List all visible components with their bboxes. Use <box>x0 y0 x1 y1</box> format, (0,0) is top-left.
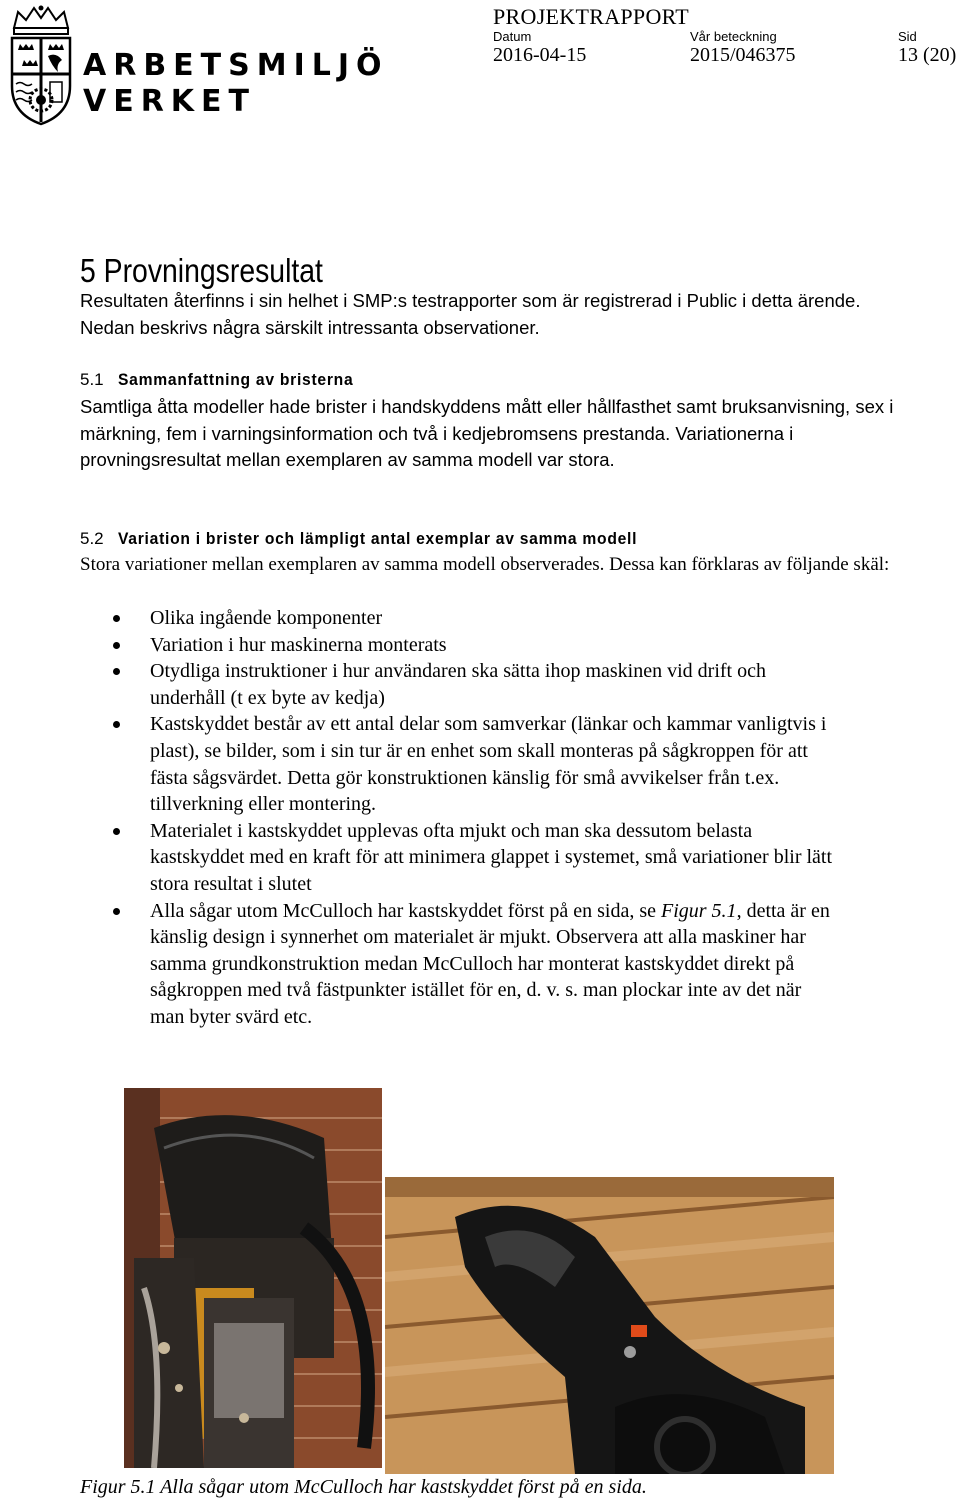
page-label: Sid <box>898 29 917 44</box>
document-type: PROJEKTRAPPORT <box>493 4 690 29</box>
section-5-2-title: Variation i brister och lämpligt antal exemplar av samma modell <box>117 529 637 548</box>
date-value: 2016-04-15 <box>493 44 587 66</box>
section-5-1-number: 5.1 <box>80 370 104 389</box>
logo-wordmark-line2: VERKET <box>83 84 257 119</box>
figure-reference: Figur 5.1 <box>661 899 737 922</box>
chainsaw-photo-left <box>124 1088 382 1468</box>
bullet-icon <box>113 668 120 675</box>
figure-caption: Figur 5.1 Alla sågar utom McCulloch har kastskyddet först på en sida. <box>80 1476 647 1498</box>
list-item: Materialet i kastskyddet upplevas ofta mjukt och man ska dessutom belasta kastskyddet med en kraft för att minimera glappet i systemet, små variationer blir lätt stora resultat i slutet <box>80 818 840 898</box>
section-5-2-heading <box>80 529 682 549</box>
list-item: Otydliga instruktioner i hur användaren ska sätta ihop maskinen vid drift och underhåll (t ex byte av kedja) <box>80 658 840 711</box>
section-5-1-title: Sammanfattning av bristerna <box>117 370 354 389</box>
list-item: Alla sågar utom McCulloch har kastskyddet först på en sida, se Figur 5.1, detta är en känslig design i synnerhet om materialet är mjukt. Observera att alla maskiner har samma grundkonstruktion medan McCulloch har monterat kastskyddet direkt på sågkroppen med två fästpunkter istället för en, d. v. s. man plockar inte av det när man byter svärd etc. <box>80 898 840 1031</box>
date-label: Datum <box>493 29 532 44</box>
list-item: Olika ingående komponenter <box>80 605 840 632</box>
coat-of-arms-logo <box>4 4 78 126</box>
list-item: Kastskyddet består av ett antal delar som samverkar (länkar och kammar vanligtvis i plast), se bilder, som i sin tur är en enhet som skall monteras på sågkroppen för att fästa sågsvärdet. Detta gör konstruktionen känslig för små avvikelser från t.ex. tillverkning eller montering. <box>80 711 840 817</box>
reference-value: 2015/046375 <box>690 44 796 66</box>
page-number: 13 (20) <box>898 44 957 66</box>
list-item: Variation i hur maskinerna monterats <box>80 632 840 659</box>
bullet-icon <box>113 721 120 728</box>
section-5-2-number: 5.2 <box>80 529 104 548</box>
section-5-2-text: Stora variationer mellan exemplaren av samma modell observerades. Dessa kan förklaras av följande skäl: <box>80 554 890 575</box>
bullet-icon <box>113 615 120 622</box>
logo-wordmark-line1: ARBETSMILJÖ <box>83 48 389 83</box>
section-5-intro: Resultaten återfinns i sin helhet i SMP:s testrapporter som är registrerad i Public i detta ärende. Nedan beskrivs några särskilt intressanta observationer. <box>80 290 861 338</box>
section-5-1-heading <box>80 370 374 390</box>
reasons-list <box>80 605 840 1031</box>
section-5-heading: 5 Provningsresultat <box>80 252 323 289</box>
chainsaw-photo-right <box>385 1177 834 1474</box>
bullet-icon <box>113 828 120 835</box>
reference-label: Vår beteckning <box>690 29 777 44</box>
bullet-icon <box>113 642 120 649</box>
section-5-1-text: Samtliga åtta modeller hade brister i handskyddens mått eller hållfasthet samt bruksanvisning, sex i märkning, fem i varningsinformation och två i kedjebromsens prestanda. Variationerna i provningsresultat mellan exemplaren av samma modell var stora. <box>80 396 894 470</box>
bullet-icon <box>113 908 120 915</box>
